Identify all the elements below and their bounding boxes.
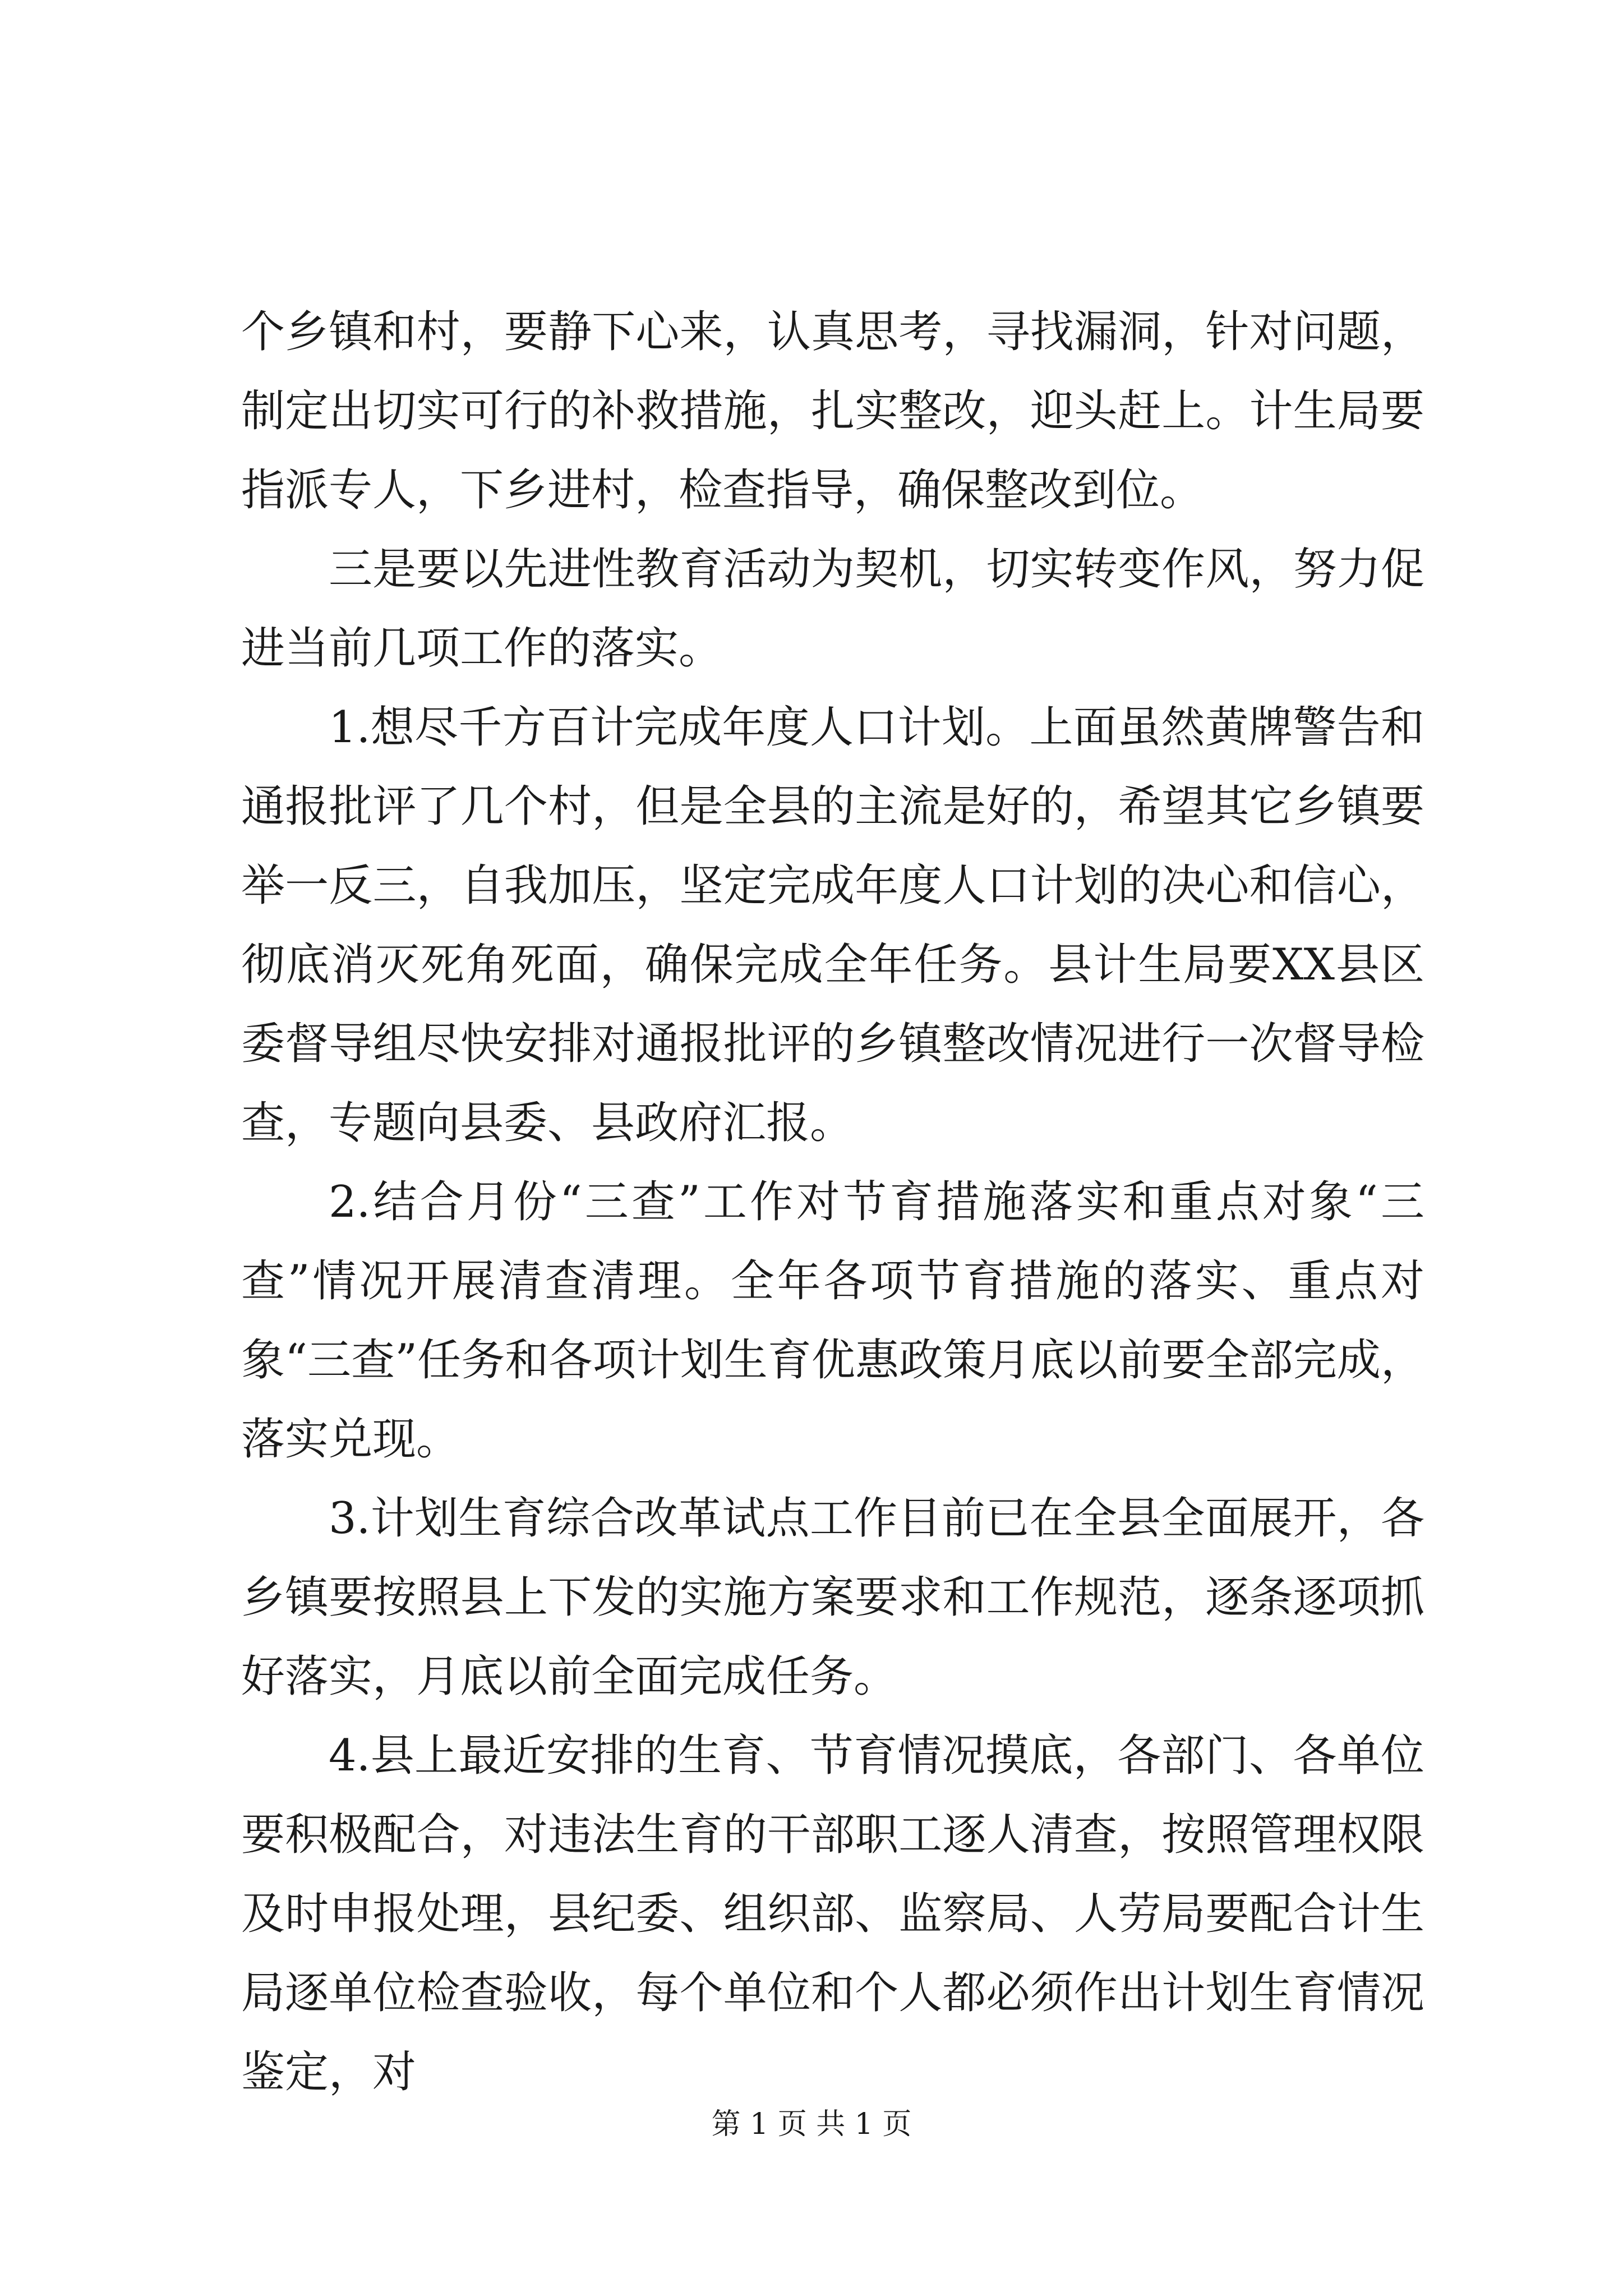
paragraph-item-3: 3.计划生育综合改革试点工作目前已在全县全面展开，各乡镇要按照县上下发的实施方案要求和工作规范，逐条逐项抓好落实，月底以前全面完成任务。 [241,1493,1424,1702]
paragraph-item-4: 4.县上最近安排的生育、节育情况摸底，各部门、各单位要积极配合，对违法生育的干部职工逐人清查，按照管理权限及时申报处理，县纪委、组织部、监察局、人劳局要配合计生局逐单位检查验收，每个单位和个人都必须作出计划生育情况鉴定，对 [241,1731,1424,2097]
paragraph-item-2: 2.结合月份“三查”工作对节育措施落实和重点对象“三查”情况开展清查清理。全年各项节育措施的落实、重点对象“三查”任务和各项计划生育优惠政策月底以前要全部完成，落实兑现。 [241,1177,1424,1465]
paragraph-item-1: 1.想尽千方百计完成年度人口计划。上面虽然黄牌警告和通报批评了几个村，但是全县的主流是好的，希望其它乡镇要举一反三，自我加压，坚定完成年度人口计划的决心和信心，彻底消灭死角死面，确保完成全年任务。县计生局要XX县区委督导组尽快安排对通报批评的乡镇整改情况进行一次督导检查，专题向县委、县政府汇报。 [241,702,1424,1148]
paragraph-continuation: 个乡镇和村，要静下心来，认真思考，寻找漏洞，针对问题，制定出切实可行的补救措施，扎实整改，迎头赶上。计生局要指派专人，下乡进村，检查指导，确保整改到位。 [241,307,1424,516]
paragraph-section-three: 三是要以先进性教育活动为契机，切实转变作风，努力促进当前几项工作的落实。 [241,544,1424,674]
document-body [241,293,1424,2112]
page-footer: 第 1 页 共 1 页 [711,2108,912,2141]
